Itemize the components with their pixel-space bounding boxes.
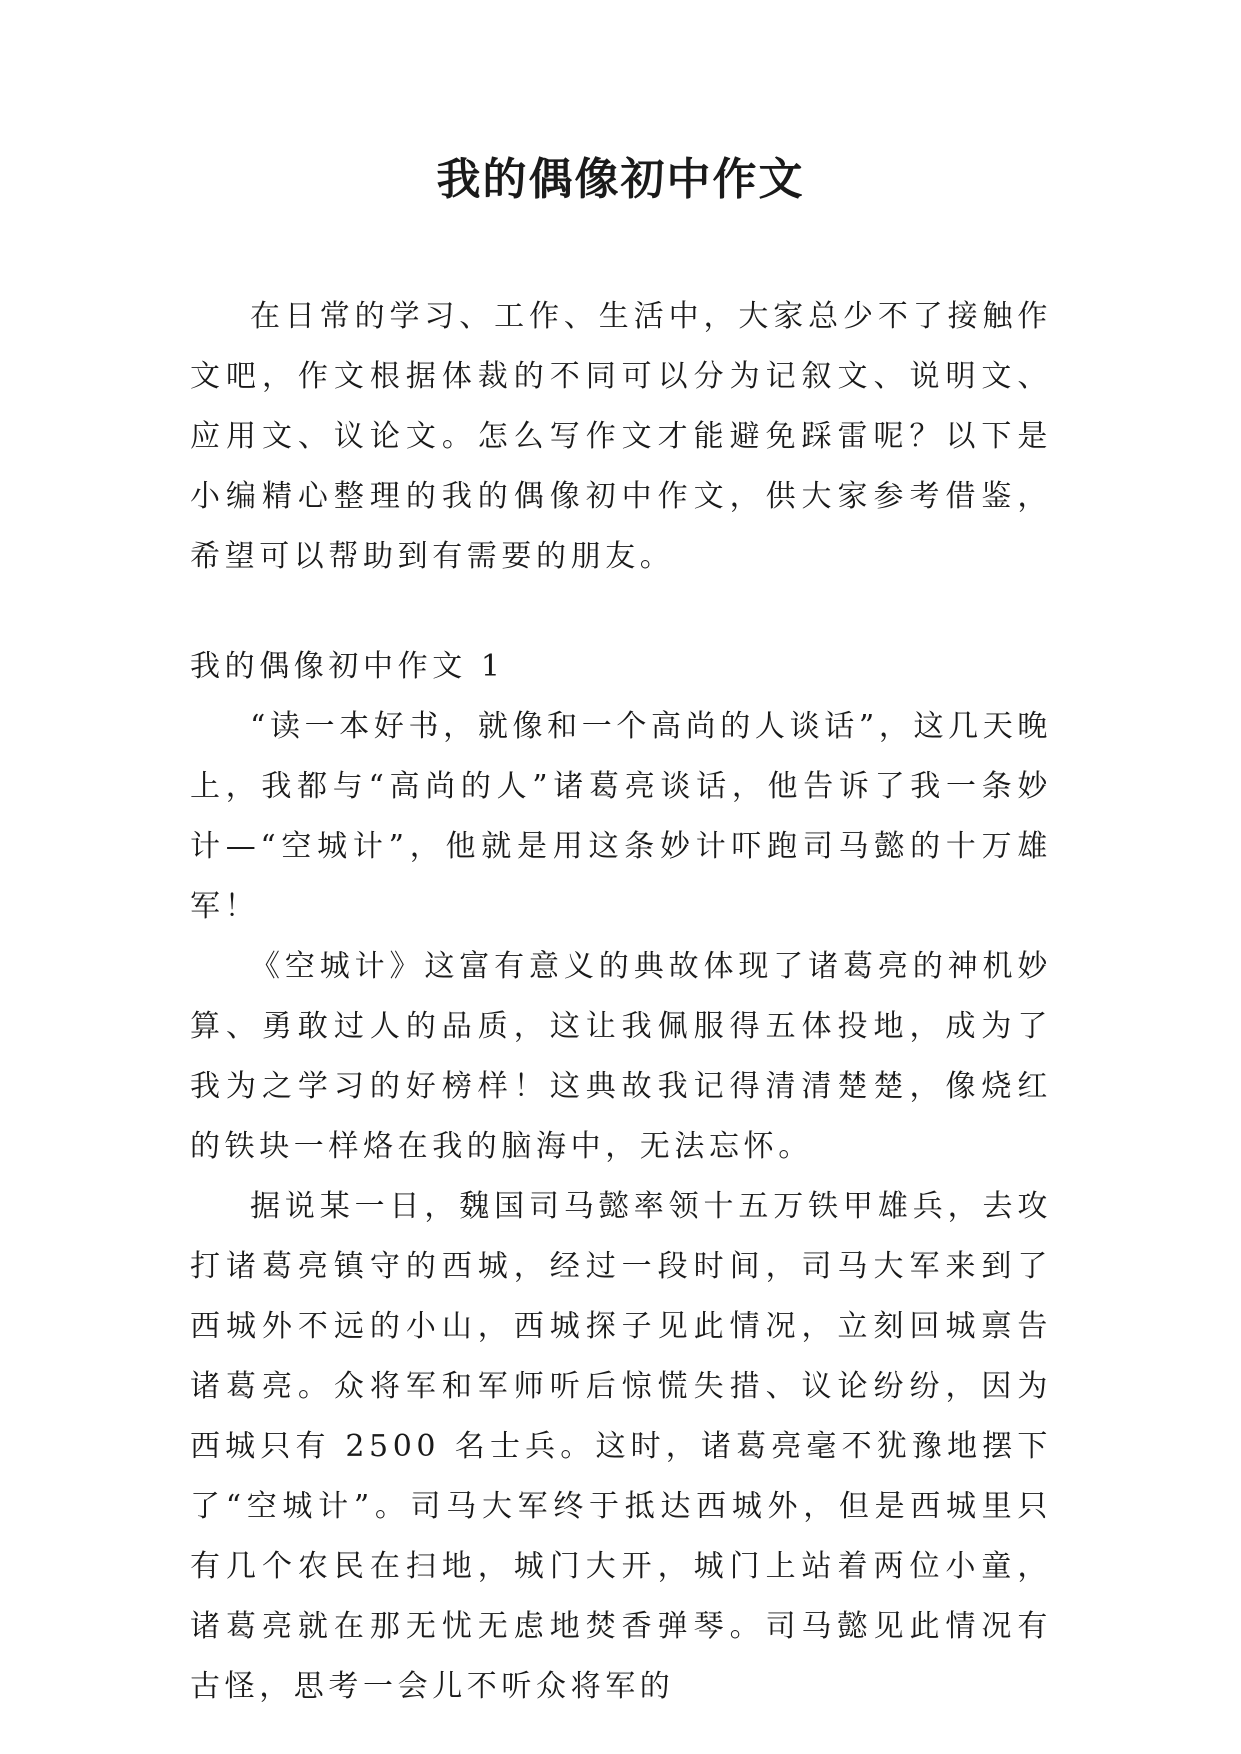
intro-paragraph: 在日常的学习、工作、生活中，大家总少不了接触作文吧，作文根据体裁的不同可以分为记叙文、说明文、应用文、议论文。怎么写作文才能避免踩雷呢？以下是小编精心整理的我的偶像初中作文，供大家参考借鉴，希望可以帮助到有需要的朋友。: [190, 299, 1052, 574]
section-heading: 我的偶像初中作文 1: [190, 649, 505, 684]
essay-section: [190, 637, 1052, 1717]
essay-paragraph-3: 据说某一日，魏国司马懿率领十五万铁甲雄兵，去攻打诸葛亮镇守的西城，经过一段时间，司马大军来到了西城外不远的小山，西城探子见此情况，立刻回城禀告诸葛亮。众将军和军师听后惊慌失措、议论纷纷，因为西城只有 2500 名士兵。这时，诸葛亮毫不犹豫地摆下了“空城计”。司马大军终于抵达西城外，但是西城里只有几个农民在扫地，城门大开，城门上站着两位小童，诸葛亮就在那无忧无虑地焚香弹琴。司马懿见此情况有古怪，思考一会儿不听众将军的: [190, 1189, 1052, 1704]
document-title: 我的偶像初中作文: [436, 154, 805, 205]
essay-paragraph-1: “读一本好书，就像和一个高尚的人谈话”，这几天晚上，我都与“高尚的人”诸葛亮谈话，他告诉了我一条妙计—“空城计”，他就是用这条妙计吓跑司马懿的十万雄军！: [190, 709, 1052, 924]
essay-paragraph-2: 《空城计》这富有意义的典故体现了诸葛亮的神机妙算、勇敢过人的品质，这让我佩服得五体投地，成为了我为之学习的好榜样！这典故我记得清清楚楚，像烧红的铁块一样烙在我的脑海中，无法忘怀。: [190, 949, 1052, 1164]
